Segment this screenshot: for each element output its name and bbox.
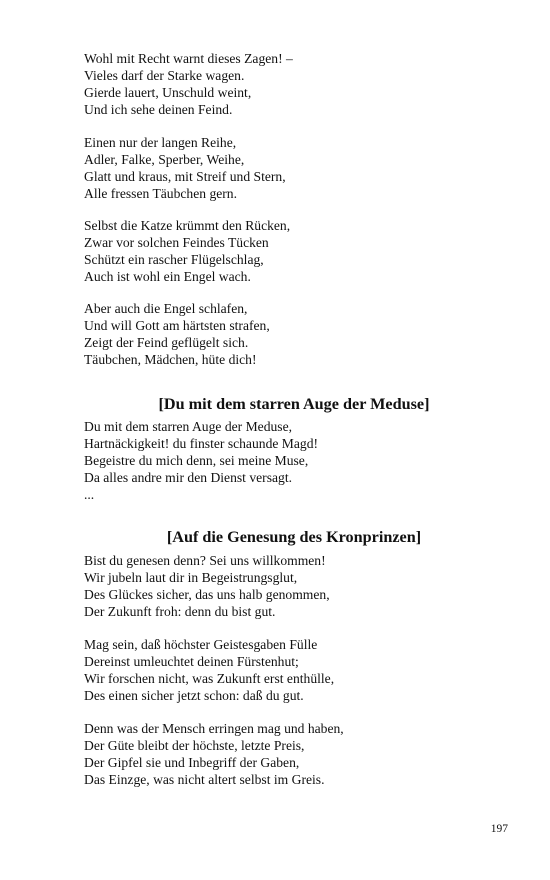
verse-line: Der Güte bleibt der höchste, letzte Preis, [84, 737, 305, 753]
poem3-title: [Auf die Genesung des Kronprinzen] [166, 528, 422, 546]
poem1-stanza-3 [84, 218, 504, 286]
verse-line: Adler, Falke, Sperber, Weihe, [84, 151, 245, 167]
verse-line: Begeistre du mich denn, sei meine Muse, [84, 452, 309, 468]
verse-line: Und will Gott am härtsten strafen, [84, 317, 270, 333]
verse-line: Wohl mit Recht warnt dieses Zagen! – [84, 51, 293, 66]
verse-line: Denn was der Mensch erringen mag und haben, [84, 721, 344, 736]
verse-line: Glatt und kraus, mit Streif und Stern, [84, 168, 286, 184]
verse-line: Aber auch die Engel schlafen, [84, 301, 248, 316]
poem2-title: [Du mit dem starren Auge der Meduse] [158, 395, 430, 413]
verse-line: Auch ist wohl ein Engel wach. [84, 268, 251, 284]
verse-line: Selbst die Katze krümmt den Rücken, [84, 218, 291, 233]
poem3-stanza-2 [84, 637, 504, 705]
verse-line: Hartnäckigkeit! du finster schaunde Magd! [84, 435, 319, 451]
ellipsis: ... [84, 486, 95, 502]
verse-line: Bist du genesen denn? Sei uns willkommen! [84, 553, 326, 568]
verse-line: Gierde lauert, Unschuld weint, [84, 84, 252, 100]
verse-line: Des einen sicher jetzt schon: daß du gut. [84, 687, 304, 703]
verse-line: Einen nur der langen Reihe, [84, 135, 237, 150]
verse-line: Zwar vor solchen Feindes Tücken [84, 234, 269, 250]
verse-line: Das Einzge, was nicht altert selbst im Greis. [84, 771, 325, 787]
verse-line: Und ich sehe deinen Feind. [84, 101, 233, 117]
verse-line: Wir jubeln laut dir in Begeistrungsglut, [84, 569, 298, 585]
verse-line: Du mit dem starren Auge der Meduse, [84, 419, 293, 434]
verse-line: Täubchen, Mädchen, hüte dich! [84, 351, 257, 367]
page-number: 197 [490, 823, 508, 835]
verse-line: Da alles andre mir den Dienst versagt. [84, 469, 292, 485]
verse-line: Der Gipfel sie und Inbegriff der Gaben, [84, 754, 300, 770]
verse-line: Dereinst umleuchtet deinen Fürstenhut; [84, 653, 299, 669]
verse-line: Vieles darf der Starke wagen. [84, 67, 245, 83]
verse-line: Mag sein, daß höchster Geistesgaben Fülle [84, 637, 318, 652]
verse-line: Des Glückes sicher, das uns halb genommen, [84, 586, 330, 602]
verse-line: Wir forschen nicht, was Zukunft erst enthülle, [84, 670, 335, 686]
verse-line: Der Zukunft froh: denn du bist gut. [84, 603, 276, 619]
verse-line: Zeigt der Feind geflügelt sich. [84, 334, 249, 350]
poem3-stanza-1 [84, 553, 504, 621]
poem3-stanza-3 [84, 721, 504, 789]
verse-line: Schützt ein rascher Flügelschlag, [84, 251, 264, 267]
poem1-stanza-4 [84, 301, 504, 369]
poem1-stanza-1 [84, 51, 504, 119]
verse-line: Alle fressen Täubchen gern. [84, 185, 237, 201]
poem1-stanza-2 [84, 135, 504, 203]
poem2-body [84, 419, 504, 503]
